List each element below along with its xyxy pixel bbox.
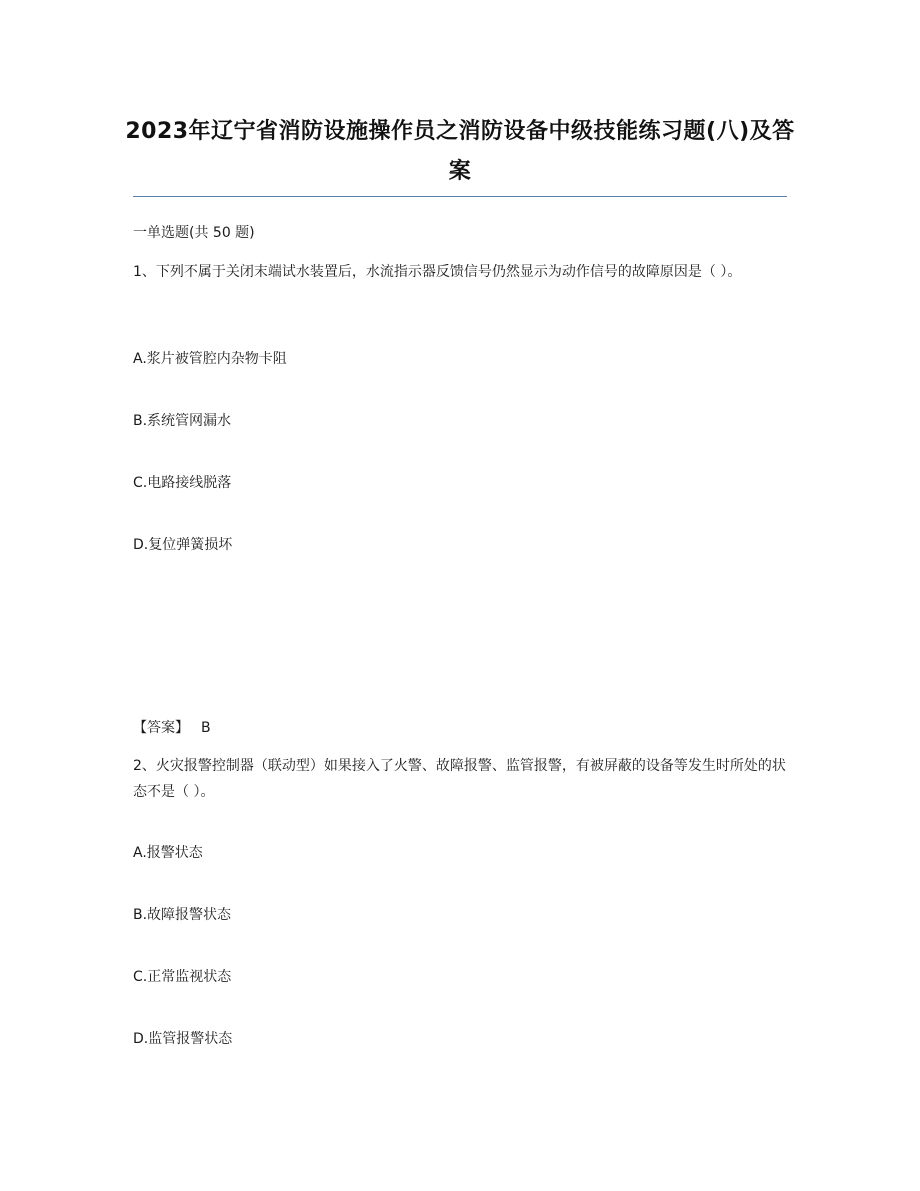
question-2-option-a: A.报警状态 xyxy=(133,845,203,861)
question-1-answer xyxy=(133,715,787,741)
section-heading: 一单选题(共 50 题) xyxy=(133,225,255,241)
question-1-option-d: D.复位弹簧损坏 xyxy=(133,537,233,553)
question-1-option-c: C.电路接线脱落 xyxy=(133,475,232,491)
document-title: 2023年辽宁省消防设施操作员之消防设备中级技能练习题(八)及答案 xyxy=(125,119,795,184)
question-1-stem: 1、下列不属于关闭末端试水装置后，水流指示器反馈信号仍然显示为动作信号的故障原因是（ ）。 xyxy=(133,264,742,280)
answer-value: B xyxy=(201,720,211,736)
title-divider xyxy=(133,196,787,197)
question-2-option-d: D.监管报警状态 xyxy=(133,1031,233,1047)
answer-label: 【答案】 xyxy=(133,720,189,736)
question-2-stem: 2、火灾报警控制器（联动型）如果接入了火警、故障报警、监管报警，有被屏蔽的设备等发生时所处的状态不是（ ）。 xyxy=(133,758,786,800)
question-1-option-a: A.浆片被管腔内杂物卡阻 xyxy=(133,351,287,367)
question-2-option-b: B.故障报警状态 xyxy=(133,907,232,923)
question-1-option-b: B.系统管网漏水 xyxy=(133,413,232,429)
question-2-option-c: C.正常监视状态 xyxy=(133,969,232,985)
